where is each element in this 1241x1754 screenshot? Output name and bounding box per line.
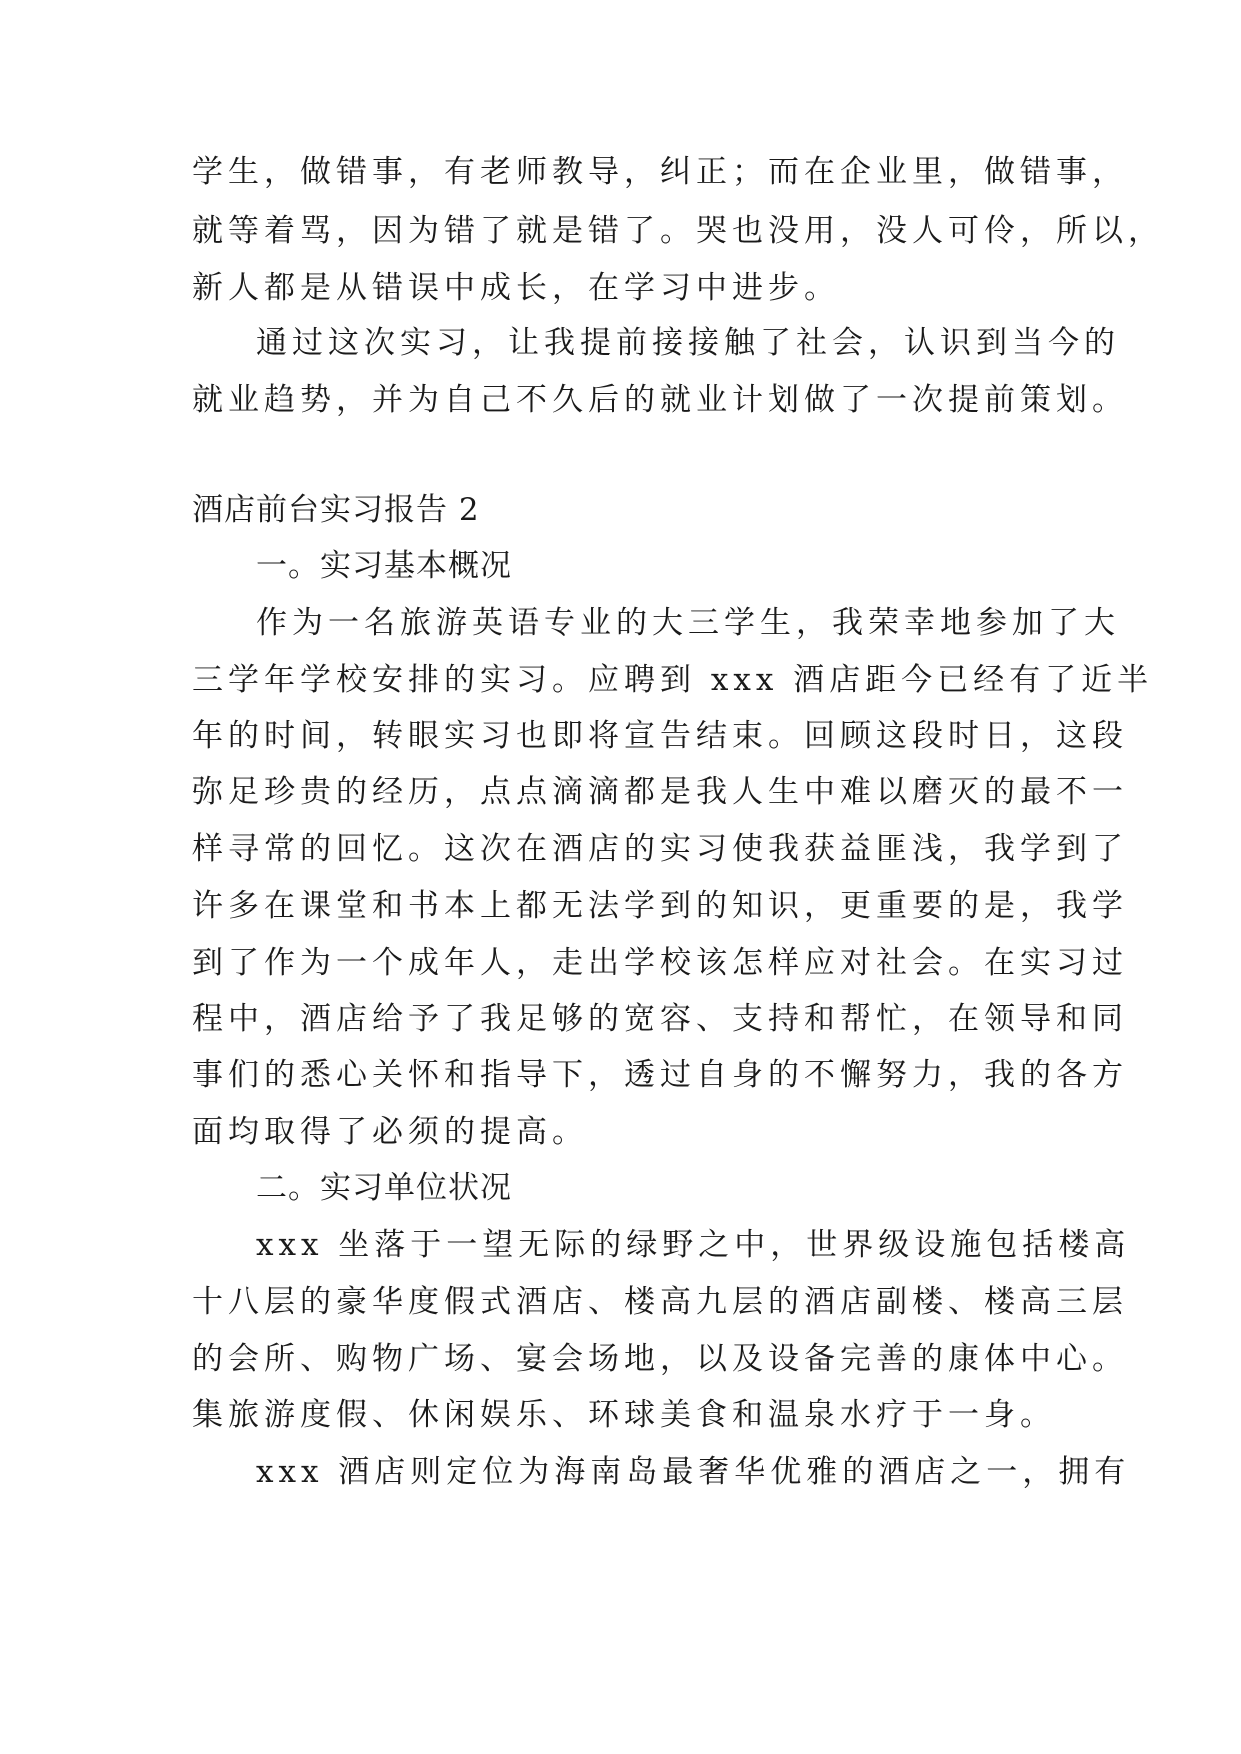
body-line: 面均取得了必须的提高。 — [192, 1114, 588, 1150]
body-line: 到了作为一个成年人，走出学校该怎样应对社会。在实习过 — [192, 945, 1128, 981]
body-line: 通过这次实习，让我提前接接触了社会，认识到当今的 — [256, 325, 1120, 361]
section-heading: 一。实习基本概况 — [256, 548, 512, 584]
body-line: 学生，做错事，有老师教导，纠正；而在企业里，做错事， — [192, 154, 1128, 190]
body-line: 许多在课堂和书本上都无法学到的知识，更重要的是，我学 — [192, 888, 1128, 924]
body-line: 新人都是从错误中成长，在学习中进步。 — [192, 270, 840, 306]
body-line: 年的时间，转眼实习也即将宣告结束。回顾这段时日，这段 — [192, 718, 1128, 754]
body-line: 就业趋势，并为自己不久后的就业计划做了一次提前策划。 — [192, 382, 1128, 418]
body-line: 集旅游度假、休闲娱乐、环球美食和温泉水疗于一身。 — [192, 1397, 1056, 1433]
body-line: 三学年学校安排的实习。应聘到 xxx 酒店距今已经有了近半 — [192, 662, 1154, 698]
body-line: 十八层的豪华度假式酒店、楼高九层的酒店副楼、楼高三层 — [192, 1284, 1128, 1320]
body-line: 的会所、购物广场、宴会场地，以及设备完善的康体中心。 — [192, 1341, 1128, 1377]
body-line: xxx 酒店则定位为海南岛最奢华优雅的酒店之一，拥有 — [256, 1454, 1131, 1490]
report-title: 酒店前台实习报告 2 — [192, 492, 480, 528]
section-heading: 二。实习单位状况 — [256, 1170, 512, 1206]
body-line: xxx 坐落于一望无际的绿野之中，世界级设施包括楼高 — [256, 1227, 1131, 1263]
body-line: 事们的悉心关怀和指导下，透过自身的不懈努力，我的各方 — [192, 1057, 1128, 1093]
body-line: 样寻常的回忆。这次在酒店的实习使我获益匪浅，我学到了 — [192, 831, 1128, 867]
body-line: 作为一名旅游英语专业的大三学生，我荣幸地参加了大 — [256, 605, 1120, 641]
body-line: 程中，酒店给予了我足够的宽容、支持和帮忙，在领导和同 — [192, 1001, 1128, 1037]
body-line: 就等着骂，因为错了就是错了。哭也没用，没人可伶，所以， — [192, 213, 1164, 249]
body-line: 弥足珍贵的经历，点点滴滴都是我人生中难以磨灭的最不一 — [192, 774, 1128, 810]
